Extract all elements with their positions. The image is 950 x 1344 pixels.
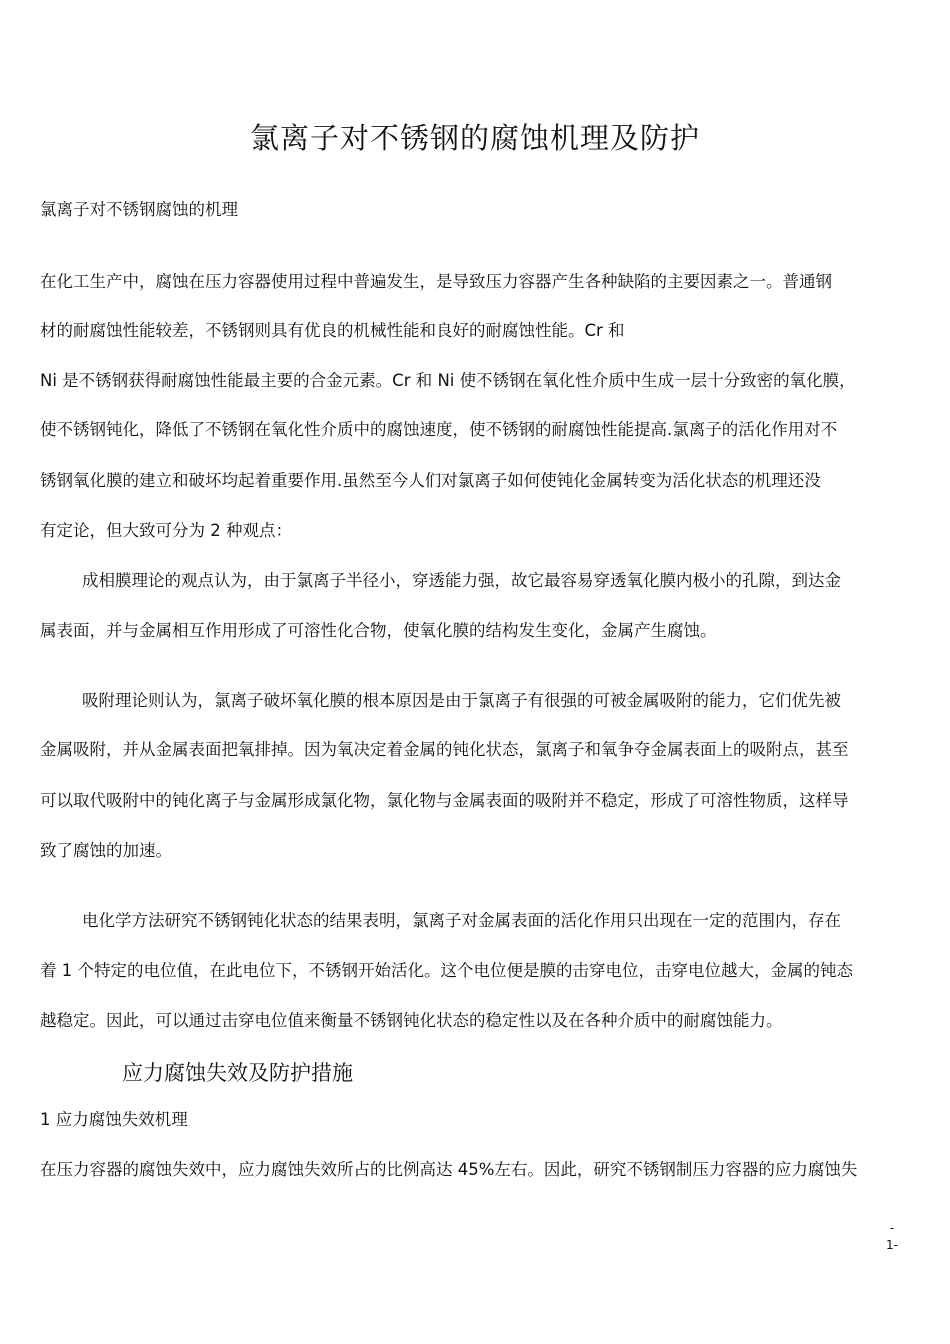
- paragraph-line: Ni 是不锈钢获得耐腐蚀性能最主要的合金元素。Cr 和 Ni 使不锈钢在氧化性介质中生成一层十分致密的氧化膜，: [40, 371, 856, 390]
- paragraph-line: 越稳定。因此，可以通过击穿电位值来衡量不锈钢钝化状态的稳定性以及在各种介质中的耐腐蚀能力。: [40, 1011, 783, 1030]
- section-heading-mechanism: 氯离子对不锈钢腐蚀的机理: [40, 200, 238, 219]
- subsection-heading: 1 应力腐蚀失效机理: [40, 1110, 188, 1129]
- paragraph-line: 金属吸附，并从金属表面把氧排掉。因为氧决定着金属的钝化状态，氯离子和氧争夺金属表面上的吸附点，甚至: [40, 740, 849, 759]
- paragraph-line: 着 1 个特定的电位值，在此电位下，不锈钢开始活化。这个电位便是膜的击穿电位，击穿电位越大，金属的钝态: [40, 961, 853, 980]
- section-heading-stress-corrosion: 应力腐蚀失效及防护措施: [122, 1061, 353, 1085]
- page-number: 1-: [886, 1238, 898, 1252]
- paragraph-line: 致了腐蚀的加速。: [40, 841, 172, 860]
- paragraph-line: 成相膜理论的观点认为，由于氯离子半径小，穿透能力强，故它最容易穿透氧化膜内极小的孔隙，到达金: [82, 571, 841, 590]
- paragraph-line: 锈钢氧化膜的建立和破坏均起着重要作用.虽然至今人们对氯离子如何使钝化金属转变为活化状态的机理还没: [40, 471, 821, 490]
- paragraph-line: 可以取代吸附中的钝化离子与金属形成氯化物，氯化物与金属表面的吸附并不稳定，形成了可溶性物质，这样导: [40, 791, 849, 810]
- paragraph-line: 在化工生产中，腐蚀在压力容器使用过程中普遍发生，是导致压力容器产生各种缺陷的主要因素之一。普通钢: [40, 272, 832, 291]
- paragraph-line: 在压力容器的腐蚀失效中，应力腐蚀失效所占的比例高达 45%左右。因此，研究不锈钢制压力容器的应力腐蚀失: [40, 1160, 858, 1179]
- paragraph-line: 有定论，但大致可分为 2 种观点：: [40, 521, 292, 540]
- paragraph-line: 电化学方法研究不锈钢钝化状态的结果表明，氯离子对金属表面的活化作用只出现在一定的范围内，存在: [82, 911, 841, 930]
- paragraph-line: 使不锈钢钝化，降低了不锈钢在氧化性介质中的腐蚀速度，使不锈钢的耐腐蚀性能提高.氯离子的活化作用对不: [40, 420, 838, 439]
- paragraph-line: 吸附理论则认为，氯离子破坏氧化膜的根本原因是由于氯离子有很强的可被金属吸附的能力，它们优先被: [82, 691, 841, 710]
- paragraph-line: 材的耐腐蚀性能较差，不锈钢则具有优良的机械性能和良好的耐腐蚀性能。Cr 和: [40, 321, 625, 340]
- paragraph-line: 属表面，并与金属相互作用形成了可溶性化合物，使氧化膜的结构发生变化，金属产生腐蚀。: [40, 621, 717, 640]
- page-number-dash: -: [889, 1221, 895, 1235]
- document-title: 氯离子对不锈钢的腐蚀机理及防护: [249, 121, 700, 155]
